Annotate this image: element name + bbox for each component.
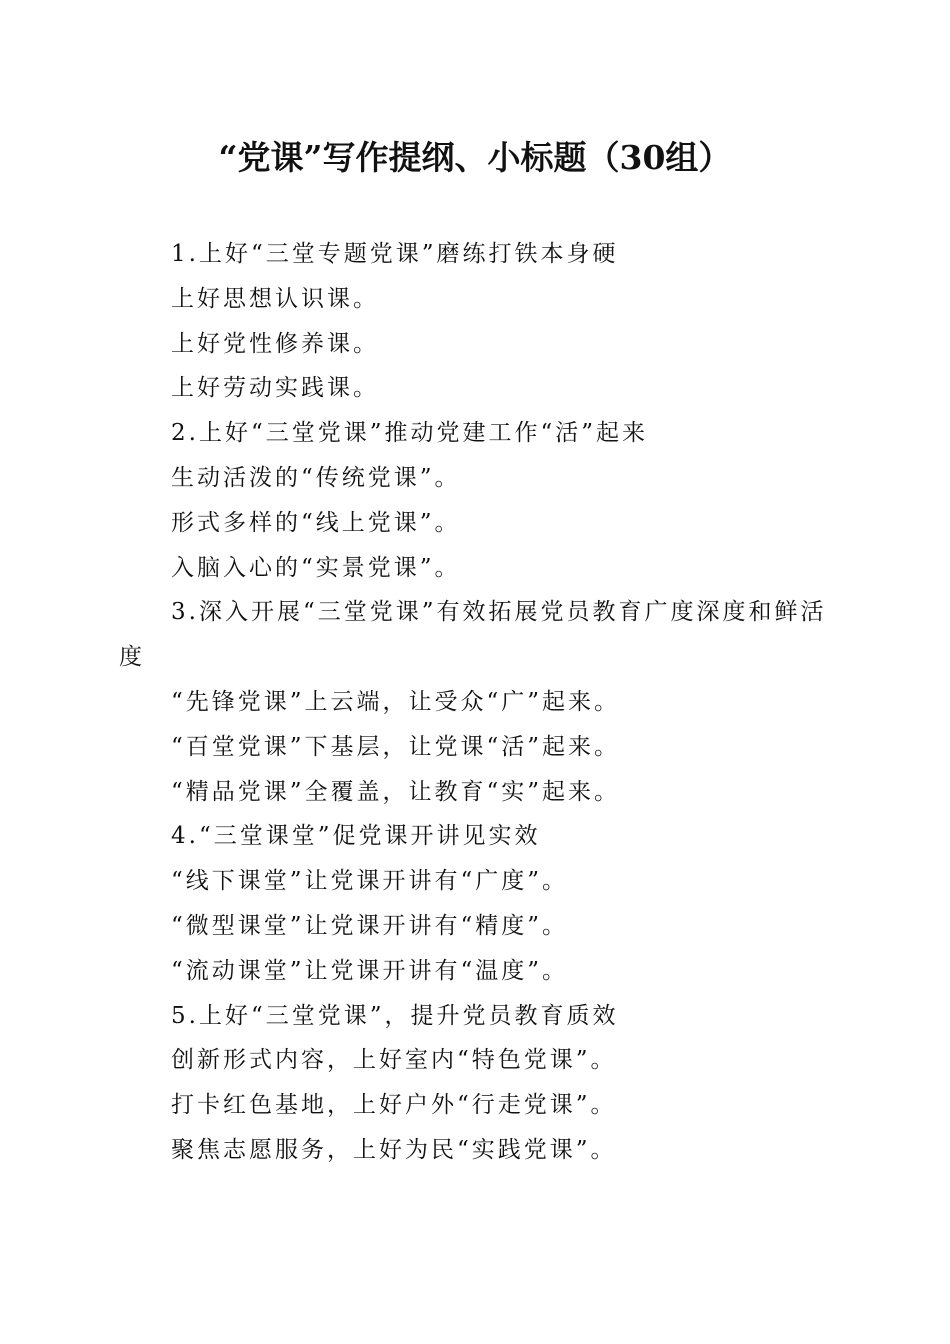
list-item: 上好党性修养课。 [171, 330, 379, 357]
list-item: 聚焦志愿服务，上好为民“实践党课”。 [171, 1136, 617, 1163]
list-item: 上好思想认识课。 [171, 285, 379, 312]
list-item: “先锋党课”上云端，让受众“广”起来。 [171, 688, 621, 715]
list-item: 创新形式内容，上好室内“特色党课”。 [171, 1047, 617, 1074]
section-5 [119, 994, 831, 1173]
document-title: “党课”写作提纲、小标题（30组） [218, 138, 732, 177]
list-item: “流动课堂”让党课开讲有“温度”。 [171, 957, 569, 984]
section-4 [119, 814, 831, 993]
list-item: 生动活泼的“传统党课”。 [171, 464, 461, 491]
list-item: “百堂党课”下基层，让党课“活”起来。 [171, 733, 621, 760]
list-item: 上好劳动实践课。 [171, 375, 379, 402]
list-item: “线下课堂”让党课开讲有“广度”。 [171, 868, 569, 895]
section-heading: 3.深入开展“三堂党课”有效拓展党员教育广度深度和鲜活度 [119, 599, 827, 671]
section-heading: 1.上好“三堂专题党课”磨练打铁本身硬 [171, 241, 619, 267]
list-item: “微型课堂”让党课开讲有“精度”。 [171, 912, 569, 939]
list-item: “精品党课”全覆盖，让教育“实”起来。 [171, 778, 621, 805]
section-heading: 5.上好“三堂党课”，提升党员教育质效 [171, 1002, 619, 1029]
section-heading: 4.“三堂课堂”促党课开讲见实效 [171, 823, 541, 850]
section-3 [119, 590, 831, 814]
list-item: 形式多样的“线上党课”。 [171, 509, 461, 536]
list-item: 打卡红色基地，上好户外“行走党课”。 [171, 1092, 617, 1119]
document-body [119, 232, 831, 1173]
section-heading: 2.上好“三堂党课”推动党建工作“活”起来 [171, 420, 648, 447]
section-2 [119, 411, 831, 590]
section-1 [119, 232, 831, 411]
list-item: 入脑入心的“实景党课”。 [171, 554, 461, 581]
